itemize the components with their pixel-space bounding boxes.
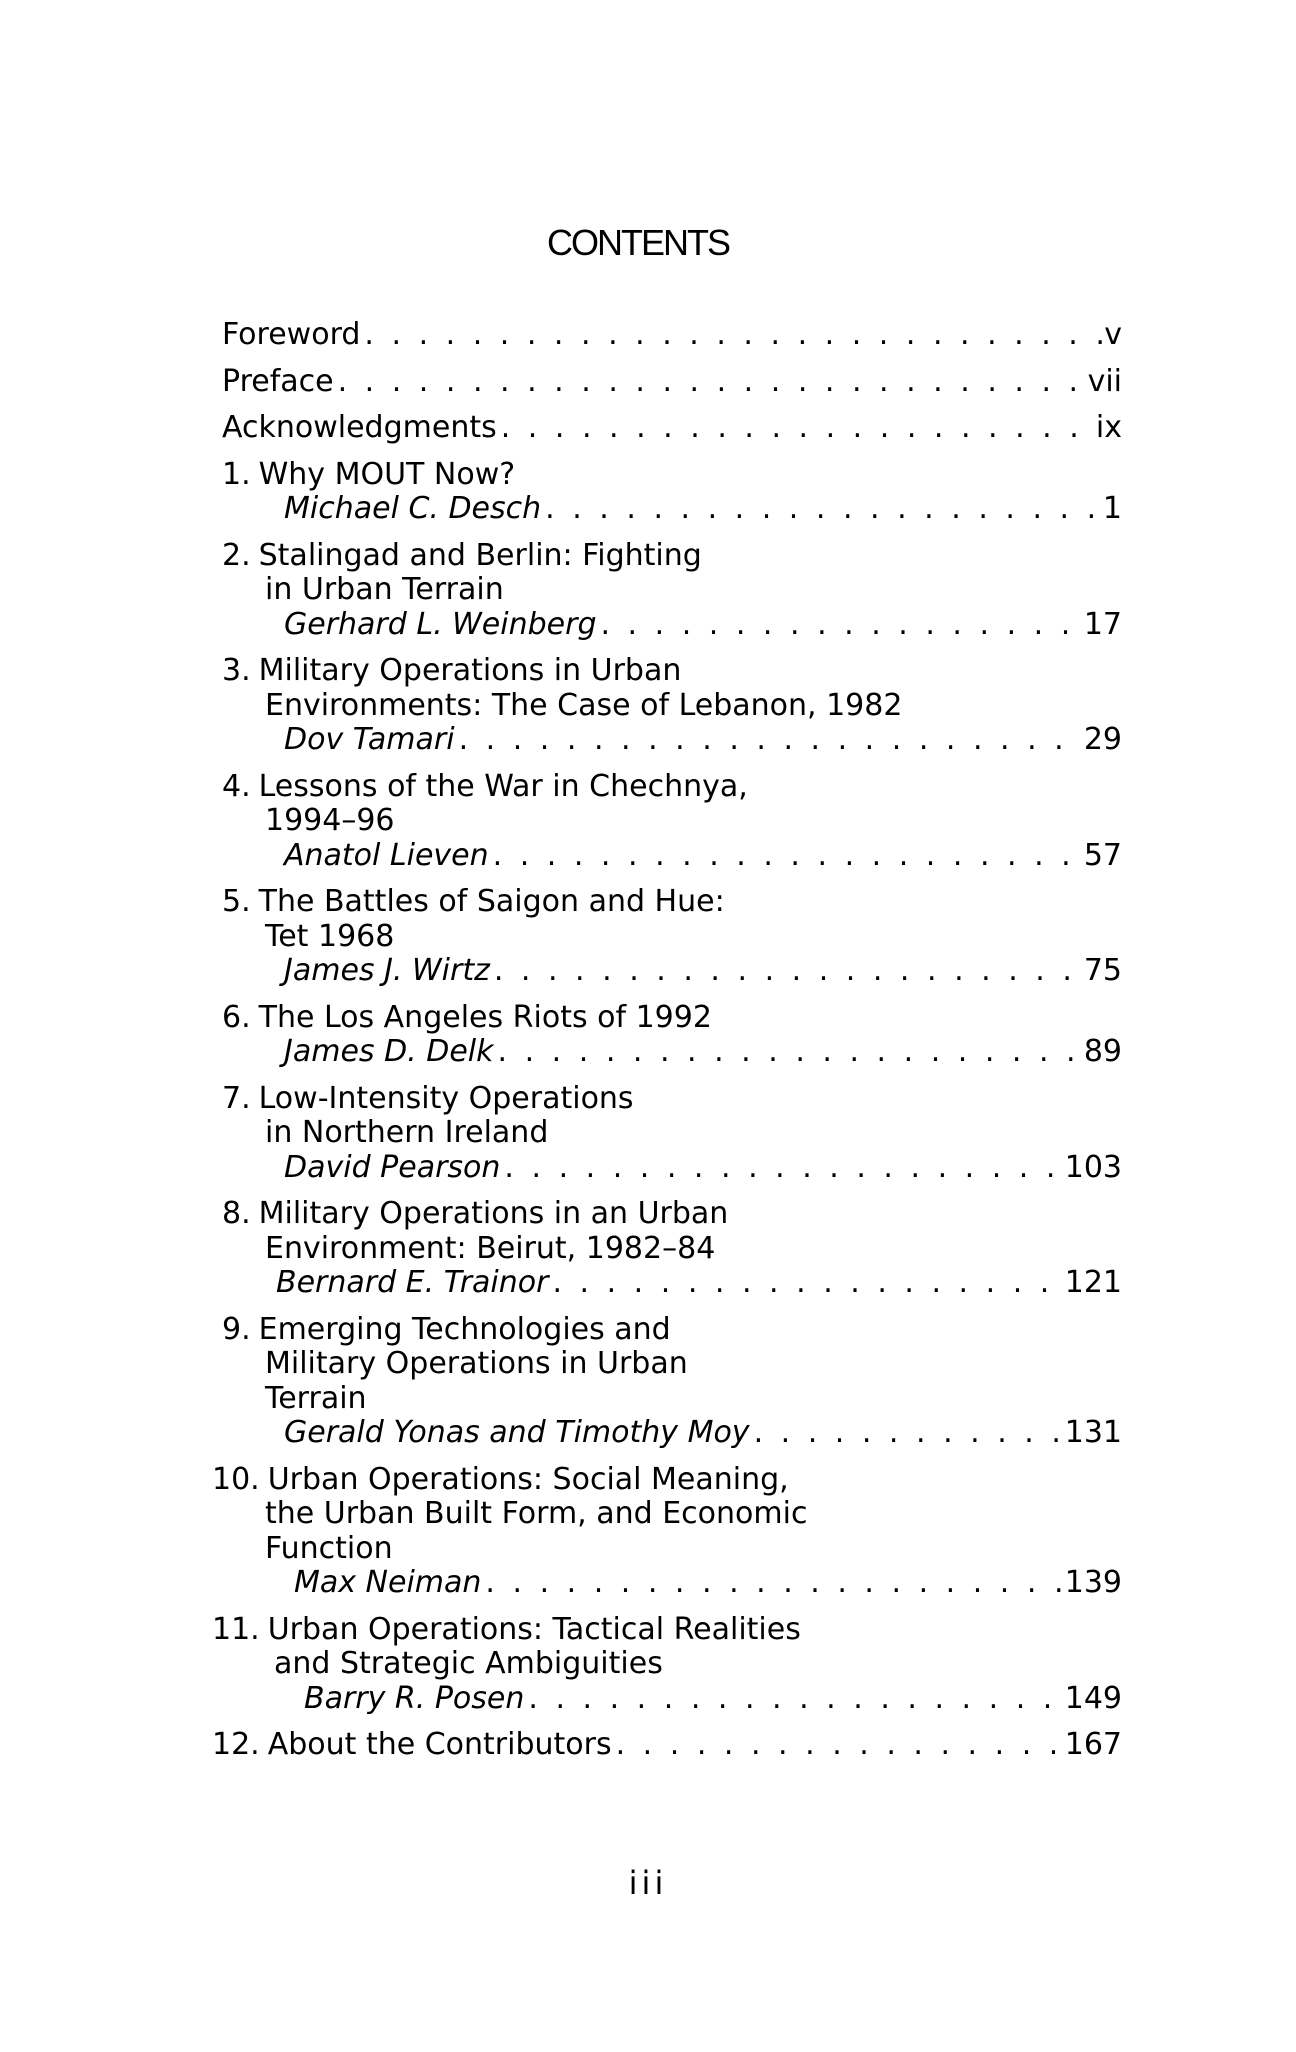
dot-leader: [494, 1035, 1084, 1070]
chapter-title: Emerging Technologies and: [258, 1311, 671, 1347]
chapter-title-continuation: [222, 804, 1122, 839]
toc-entry-label: Foreword: [222, 317, 361, 352]
page-number-footer: iii: [628, 1864, 668, 1902]
chapter-author-line: [222, 1566, 1122, 1601]
toc-entry-page: 1: [1102, 491, 1122, 526]
chapter-title: Lessons of the War in Chechnya,: [258, 768, 748, 804]
dot-leader: [360, 318, 1102, 353]
dot-leader: [524, 1682, 1064, 1717]
dot-leader: [490, 954, 1084, 989]
chapter-title-line: [222, 770, 1122, 805]
chapter-author: Bernard E. Trainor: [276, 1265, 549, 1300]
toc-chapter-entry: [222, 770, 1122, 874]
chapter-title-line: [222, 1313, 1122, 1348]
chapter-author: Gerhard L. Weinberg: [284, 606, 597, 642]
chapter-number: 2.: [222, 537, 251, 573]
chapter-title: About the Contributors: [267, 1727, 612, 1762]
chapter-author-line: [222, 1266, 1122, 1301]
toc-chapter-entry: [222, 1082, 1122, 1186]
chapter-author: Dov Tamari: [284, 722, 455, 757]
chapter-title: Terrain: [265, 1380, 367, 1416]
dot-leader: [334, 365, 1088, 400]
chapter-number: 9.: [222, 1311, 251, 1347]
dot-leader: [500, 1151, 1064, 1186]
chapter-number: 12.: [212, 1727, 260, 1762]
toc-entry-page: 149: [1064, 1680, 1122, 1716]
toc-entry-page: ix: [1095, 410, 1122, 445]
chapter-title-continuation: [222, 1647, 1122, 1682]
toc-entry-page: 167: [1064, 1727, 1122, 1762]
chapter-title: Low-Intensity Operations: [258, 1080, 634, 1116]
toc-entry-page: 17: [1083, 606, 1122, 642]
chapter-number: 10.: [212, 1461, 260, 1497]
chapter-author: James D. Delk: [284, 1034, 494, 1069]
toc-entry-page: 121: [1064, 1265, 1122, 1300]
chapter-title-continuation: [222, 920, 1122, 955]
toc-entry-page: 103: [1064, 1149, 1122, 1185]
chapter-author-line: [222, 492, 1122, 527]
chapter-number: 4.: [222, 768, 251, 804]
chapter-title: Military Operations in Urban: [265, 1346, 688, 1381]
page-title: CONTENTS: [547, 222, 729, 263]
chapter-title: The Battles of Saigon and Hue:: [258, 884, 725, 919]
toc-entry-preface: [222, 365, 1122, 400]
toc-chapter-entry: [222, 1313, 1122, 1451]
toc-chapter-entry: [222, 1197, 1122, 1301]
chapter-title-continuation: [222, 1116, 1122, 1151]
chapter-title: Tet 1968: [265, 918, 395, 954]
chapter-title-line: [222, 654, 1122, 689]
chapter-title-line: [222, 539, 1122, 574]
chapter-author-line: [222, 1416, 1122, 1451]
chapter-title: Environment: Beirut, 1982–84: [265, 1230, 716, 1266]
chapter-number: 1.: [222, 456, 251, 492]
chapter-author-line: [222, 608, 1122, 643]
chapter-author: Barry R. Posen: [304, 1680, 525, 1716]
chapter-title: Why MOUT Now?: [258, 456, 516, 492]
chapter-title: in Urban Terrain: [265, 572, 504, 607]
toc-chapter-entry: [212, 1611, 1122, 1717]
chapter-title-continuation: [222, 573, 1122, 608]
chapter-title: in Northern Ireland: [265, 1115, 549, 1150]
toc-entry-label: Preface: [222, 363, 334, 399]
toc-entry-page: 75: [1083, 953, 1122, 988]
chapter-author-line: [222, 723, 1122, 758]
chapter-title-line: [212, 1463, 1122, 1498]
toc-chapter-entry: [212, 1461, 1122, 1601]
chapter-author-line: [222, 954, 1122, 989]
chapter-title-line: [222, 1001, 1122, 1036]
chapter-title: Military Operations in an Urban: [258, 1196, 729, 1231]
chapter-title: Military Operations in Urban: [258, 653, 682, 688]
chapter-number: 5.: [222, 884, 251, 919]
table-of-contents: [212, 317, 1122, 1775]
dot-leader: [497, 411, 1096, 446]
dot-leader: [455, 723, 1084, 758]
chapter-title-continuation: [222, 1497, 1122, 1532]
chapter-title-line: [222, 885, 1122, 920]
chapter-number: 8.: [222, 1196, 251, 1231]
chapter-author: Anatol Lieven: [284, 837, 489, 873]
dot-leader: [541, 492, 1102, 527]
chapter-title: and Strategic Ambiguities: [274, 1646, 663, 1681]
dot-leader: [612, 1728, 1065, 1763]
chapter-author-line: [222, 839, 1122, 874]
toc-chapter-entry: [222, 654, 1122, 758]
toc-chapter-entry: [222, 1001, 1122, 1070]
chapter-author-line: [222, 1682, 1122, 1717]
chapter-title: the Urban Built Form, and Economic: [265, 1496, 808, 1531]
chapter-author: Gerald Yonas and Timothy Moy: [284, 1415, 750, 1450]
chapter-title-line: [222, 1197, 1122, 1232]
chapter-title: Stalingad and Berlin: Fighting: [258, 537, 702, 573]
toc-entry-foreword: [222, 318, 1122, 353]
chapter-title-line: [212, 1613, 1122, 1648]
chapter-title-continuation: [222, 1382, 1122, 1417]
chapter-number: 6.: [222, 999, 251, 1035]
dot-leader: [548, 1266, 1064, 1301]
dot-leader: [750, 1416, 1065, 1451]
toc-chapter-entry: [222, 458, 1122, 527]
chapter-title-line: [212, 1728, 1122, 1763]
chapter-title-continuation: [222, 689, 1122, 724]
dot-leader: [481, 1566, 1064, 1601]
toc-entry-page: 57: [1083, 837, 1122, 873]
chapter-number: 3.: [222, 653, 251, 688]
toc-entry-acknowledgments: [222, 411, 1122, 446]
toc-entry-page: 131: [1064, 1415, 1122, 1450]
chapter-title-line: [222, 458, 1122, 493]
toc-chapter-entry: [222, 885, 1122, 989]
toc-entry-page: v: [1104, 317, 1122, 352]
chapter-author: James J. Wirtz: [284, 953, 490, 988]
chapter-title: Urban Operations: Tactical Realities: [267, 1611, 801, 1647]
dot-leader: [596, 608, 1083, 643]
chapter-author: David Pearson: [284, 1149, 501, 1185]
toc-chapter-entry: [212, 1727, 1122, 1763]
chapter-author-line: [222, 1151, 1122, 1186]
chapter-title-continuation: [222, 1532, 1122, 1567]
chapter-title: 1994–96: [265, 803, 395, 838]
toc-entry-page: 29: [1083, 722, 1122, 757]
toc-entry-label: Acknowledgments: [222, 410, 497, 445]
chapter-title: The Los Angeles Riots of 1992: [258, 999, 712, 1035]
toc-entry-page: 139: [1064, 1565, 1122, 1600]
chapter-title-continuation: [222, 1347, 1122, 1382]
chapter-number: 11.: [212, 1611, 260, 1647]
chapter-author: Max Neiman: [294, 1565, 482, 1600]
chapter-title: Environments: The Case of Lebanon, 1982: [265, 687, 903, 723]
toc-entry-page: 89: [1083, 1034, 1122, 1069]
dot-leader: [489, 839, 1084, 874]
chapter-author-line: [222, 1035, 1122, 1070]
toc-chapter-entry: [222, 539, 1122, 643]
chapter-number: 7.: [222, 1080, 251, 1116]
chapter-title: Function: [265, 1530, 393, 1566]
chapter-title-continuation: [222, 1232, 1122, 1267]
chapter-author: Michael C. Desch: [284, 491, 542, 526]
chapter-title: Urban Operations: Social Meaning,: [267, 1461, 789, 1497]
toc-entry-page: vii: [1087, 363, 1122, 399]
chapter-title-line: [222, 1082, 1122, 1117]
